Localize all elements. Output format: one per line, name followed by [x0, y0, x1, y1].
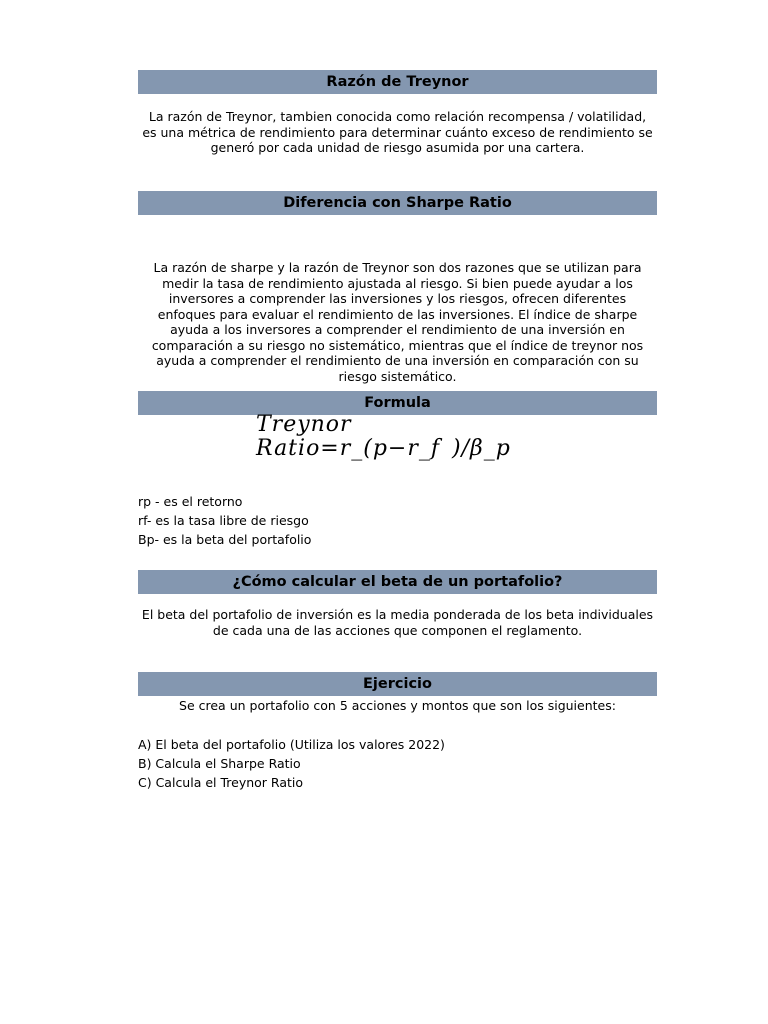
- definition-bp: Bp- es la beta del portafolio: [138, 532, 312, 547]
- section-title: Diferencia con Sharpe Ratio: [283, 195, 512, 211]
- treynor-formula: Treynor Ratio=r_(p−r_f )/β_p: [256, 412, 511, 461]
- sharpe-comparison-text: La razón de sharpe y la razón de Treynor son dos razones que se utilizan para medir la tasa de rendimiento ajustada al riesgo. Si bien puede ayudar a los inversores a comprender las inversiones y los riesgos, ofrecen diferentes enfoques para evaluar el rendimiento de las inversiones. El índice de sharpe ayuda a los inversores a comprender el rendimiento de una inversión en comparación a su riesgo no sistemático, mientras que el índice de treynor nos ayuda a comprender el rendimiento de una inversión en comparación con su riesgo sistemático.: [151, 260, 644, 384]
- beta-description: El beta del portafolio de inversión es la media ponderada de los beta individuales de cada una de las acciones que componen el reglamento.: [141, 607, 654, 638]
- section-title: Ejercicio: [363, 676, 432, 692]
- section-header-formula: [138, 391, 657, 415]
- section-title: Formula: [364, 395, 431, 411]
- treynor-description: La razón de Treynor, tambien conocida como relación recompensa / volatilidad, es una métrica de rendimiento para determinar cuánto exceso de rendimiento se generó por cada unidad de riesgo asumida por una cartera.: [142, 109, 653, 155]
- definition-rf: rf- es la tasa libre de riesgo: [138, 513, 309, 528]
- section-title: ¿Cómo calcular el beta de un portafolio?: [232, 574, 563, 590]
- definition-rp: rp - es el retorno: [138, 494, 243, 509]
- exercise-intro: Se crea un portafolio con 5 acciones y montos que son los siguientes:: [179, 698, 616, 713]
- section-header-treynor: [138, 70, 657, 94]
- section-header-exercise: [138, 672, 657, 696]
- exercise-item-c: C) Calcula el Treynor Ratio: [138, 775, 304, 790]
- section-header-sharpe: [138, 191, 657, 215]
- exercise-item-a: A) El beta del portafolio (Utiliza los valores 2022): [138, 737, 445, 752]
- exercise-item-b: B) Calcula el Sharpe Ratio: [138, 756, 301, 771]
- section-title: Razón de Treynor: [326, 74, 469, 90]
- section-header-beta: [138, 570, 657, 594]
